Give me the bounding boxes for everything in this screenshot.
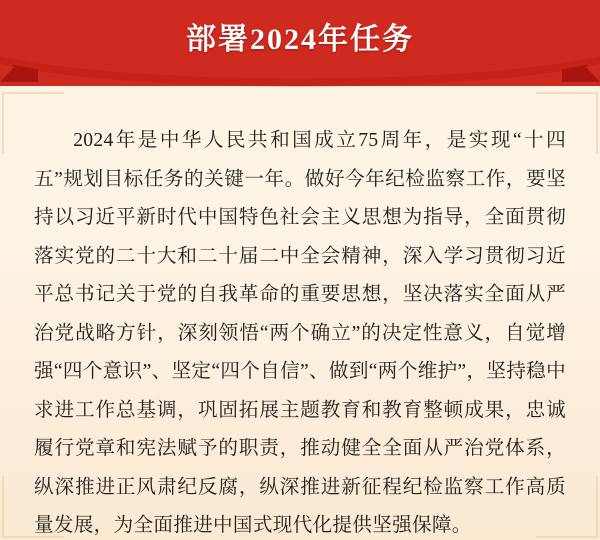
page-title: 部署2024年任务: [186, 23, 414, 56]
article-paragraph: 2024年是中华人民共和国成立75周年，是实现“十四五”规划目标任务的关键一年。做好今年纪检监察工作，要坚持以习近平新时代中国特色社会主义思想为指导，全面贯彻落实党的二十大和二十届二中全会精神，深入学习贯彻习近平总书记关于党的自我革命的重要思想，坚决落实全面从严治党战略方针，深刻领悟“两个确立”的决定性意义，自觉增强“四个意识”、坚定“四个自信”、做到“两个维护”，坚持稳中求进工作总基调，巩固拓展主题教育和教育整顿成果，忠诚履行党章和宪法赋予的职责，推动健全全面从严治党体系，纵深推进正风肃纪反腐，纵深推进新征程纪检监察工作高质量发展，为全面推进中国式现代化提供坚强保障。: [34, 130, 566, 536]
article-body: [0, 96, 600, 540]
title-banner: [0, 0, 600, 92]
